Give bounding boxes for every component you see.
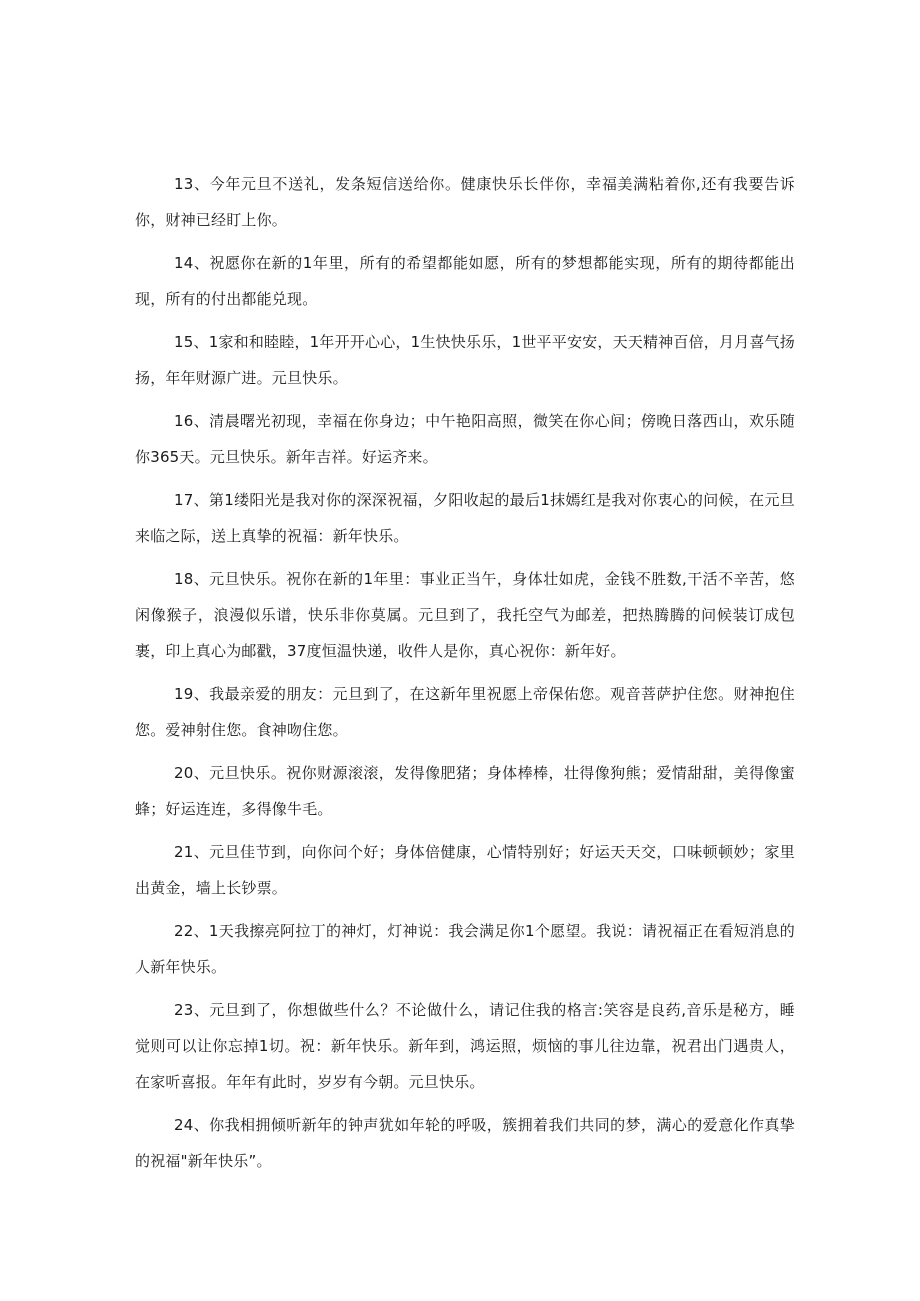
paragraph-text: 1天我擦亮阿拉丁的神灯，灯神说：我会满足你1个愿望。我说：请祝福正在看短消息的人新年快乐。 [135, 922, 795, 976]
paragraph-14 [135, 245, 795, 317]
paragraph-text: 清晨曙光初现，幸福在你身边；中午艳阳高照，微笑在你心间；傍晚日落西山，欢乐随你365天。元旦快乐。新年吉祥。好运齐来。 [135, 412, 796, 466]
paragraph-text: 第1缕阳光是我对你的深深祝福，夕阳收起的最后1抹嫣红是我对你衷心的问候，在元旦来临之际，送上真挚的祝福：新年快乐。 [135, 491, 795, 545]
paragraph-number: 22、 [174, 922, 209, 940]
paragraph-text: 祝愿你在新的1年里，所有的希望都能如愿，所有的梦想都能实现，所有的期待都能出现，所有的付出都能兑现。 [135, 254, 795, 308]
paragraph-17 [135, 482, 795, 554]
paragraph-text: 你我相拥倾听新年的钟声犹如年轮的呼吸，簇拥着我们共同的梦，满心的爱意化作真挚的祝福"新年快乐”。 [135, 1116, 796, 1170]
paragraph-number: 18、 [174, 570, 210, 588]
paragraph-number: 20、 [174, 764, 210, 782]
paragraph-15 [135, 324, 795, 396]
paragraph-number: 15、 [174, 333, 209, 351]
paragraph-text: 元旦快乐。祝你财源滚滚，发得像肥猪；身体棒棒，壮得像狗熊；爱情甜甜，美得像蜜蜂；好运连连，多得像牛毛。 [135, 764, 796, 818]
paragraph-18 [135, 561, 795, 669]
paragraph-number: 21、 [174, 843, 210, 861]
paragraph-number: 24、 [174, 1116, 210, 1134]
paragraph-text: 今年元旦不送礼，发条短信送给你。健康快乐长伴你，幸福美满粘着你,还有我要告诉你，财神已经盯上你。 [135, 175, 796, 229]
paragraph-16 [135, 403, 795, 475]
paragraph-19 [135, 676, 795, 748]
paragraph-text: 我最亲爱的朋友：元旦到了，在这新年里祝愿上帝保佑您。观音菩萨护住您。财神抱住您。爱神射住您。食神吻住您。 [135, 685, 796, 739]
paragraph-22 [135, 913, 795, 985]
paragraph-number: 13、 [174, 175, 210, 193]
paragraph-number: 19、 [174, 685, 210, 703]
paragraph-number: 17、 [174, 491, 209, 509]
paragraph-number: 16、 [174, 412, 210, 430]
paragraph-text: 元旦快乐。祝你在新的1年里：事业正当午，身体壮如虎，金钱不胜数,干活不辛苦，悠闲像猴子，浪漫似乐谱，快乐非你莫属。元旦到了，我托空气为邮差，把热腾腾的问候装订成包裹，印上真心为邮戳，37度恒温快递，收件人是你，真心祝你：新年好。 [135, 570, 795, 660]
paragraph-text: 元旦到了，你想做些什么？不论做什么，请记住我的格言:笑容是良药,音乐是秘方，睡觉则可以让你忘掉1切。祝：新年快乐。新年到，鸿运照，烦恼的事儿往边靠，祝君出门遇贵人，在家听喜报。年年有此时，岁岁有今朝。元旦快乐。 [135, 1001, 795, 1091]
paragraph-20 [135, 755, 795, 827]
paragraph-21 [135, 834, 795, 906]
paragraph-text: 1家和和睦睦，1年开开心心，1生快快乐乐，1世平平安安，天天精神百倍，月月喜气扬扬，年年财源广进。元旦快乐。 [135, 333, 795, 387]
paragraph-text: 元旦佳节到，向你问个好；身体倍健康，心情特别好；好运天天交，口味顿顿妙；家里出黄金，墙上长钞票。 [135, 843, 796, 897]
paragraph-13 [135, 166, 795, 238]
paragraph-number: 23、 [174, 1001, 210, 1019]
paragraph-number: 14、 [174, 254, 210, 272]
paragraph-24 [135, 1107, 795, 1179]
document-body [135, 166, 795, 1186]
paragraph-23 [135, 992, 795, 1100]
